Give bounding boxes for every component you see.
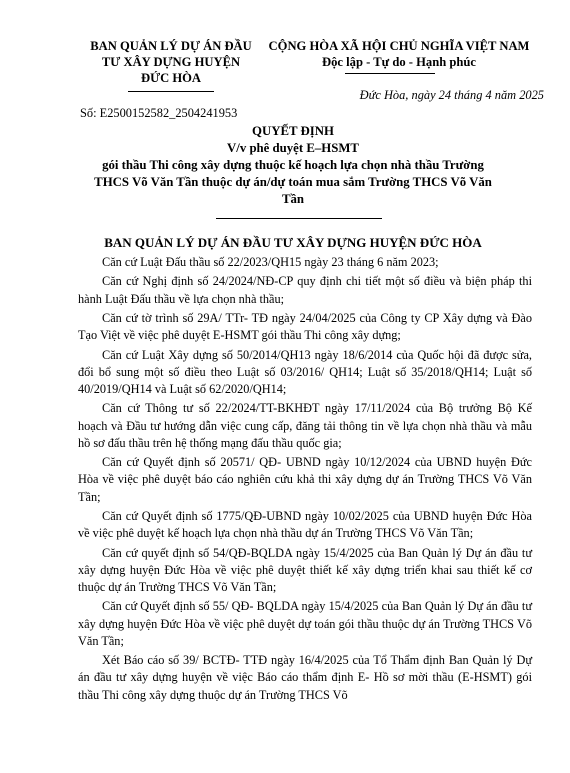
agency-line-1: BAN QUẢN LÝ DỰ ÁN ĐẦU: [90, 39, 252, 53]
org-heading: BAN QUẢN LÝ DỰ ÁN ĐẦU TƯ XÂY DỰNG HUYỆN ĐỨC HÒA: [104, 235, 482, 250]
paragraph: Căn cứ Quyết định số 55/ QĐ- BQLDA ngày 15/4/2025 của Ban Quản lý Dự án đầu tư xây dựng huyện Đức Hòa về việc phê duyệt dự toán gói thầu thuộc dự án Trường THCS Võ Văn Tần;: [78, 599, 532, 648]
paragraph: Căn cứ Nghị định số 24/2024/NĐ-CP quy định chi tiết một số điều và biện pháp thi hành Luật Đấu thầu về lựa chọn nhà thầu;: [78, 274, 532, 306]
motto: Độc lập - Tự do - Hạnh phúc: [322, 55, 476, 69]
paragraph: Căn cứ Quyết định số 1775/QĐ-UBND ngày 10/02/2025 của UBND huyện Đức Hòa về việc phê duyệt kế hoạch lựa chọn nhà thầu dự án Trường THCS Võ Văn Tần;: [78, 508, 532, 541]
decision-heading: QUYẾT ĐỊNH: [252, 124, 334, 138]
decision-subject-line-5: Tần: [281, 192, 305, 206]
paragraph: Căn cứ Quyết định số 20571/ QĐ- UBND ngày 10/12/2024 của UBND huyện Đức Hòa về việc phê duyệt báo cáo nghiên cứu khả thi xây dựng dự án Trường THCS Võ Văn Tần;: [78, 455, 532, 504]
decision-subject-line-3: gói thầu Thi công xây dựng thuộc kế hoạch lựa chọn nhà thầu Trường: [102, 158, 484, 172]
paragraph: Căn cứ tờ trình số 29A/ TTr- TĐ ngày 24/04/2025 của Công ty CP Xây dựng và Đào Tạo Việt về việc phê duyệt E-HSMT gói thầu Thi công xây dựng;: [78, 310, 532, 343]
paragraph: Căn cứ quyết định số 54/QĐ-BQLDA ngày 15/4/2025 của Ban Quản lý Dự án đầu tư xây dựng huyện Đức Hòa về việc phê duyệt thiết kế xây dựng triển khai sau thiết kế cơ thuộc dự án Trường THCS Võ Văn Tần;: [78, 545, 532, 594]
paragraph: Xét Báo cáo số 39/ BCTĐ- TTĐ ngày 16/4/2025 của Tổ Thẩm định Ban Quản lý Dự án đầu tư xây dựng huyện về việc Báo cáo thẩm định E- Hồ sơ mời thầu (E-HSMT) gói thầu Thi công xây dựng thuộc dự án Trường THCS Võ: [78, 653, 532, 702]
decision-title-block: [58, 123, 528, 208]
document-number: Số: E2500152582_2504241953: [80, 106, 238, 120]
agency-line-2: TƯ XÂY DỰNG HUYỆN: [101, 55, 241, 69]
title-underline: [216, 218, 382, 219]
agency-line-3: ĐỨC HÒA: [140, 71, 202, 85]
national-motto: [254, 38, 544, 70]
paragraph: Căn cứ Luật Đấu thầu số 22/2023/QH15 ngày 23 tháng 6 năm 2023;: [102, 255, 439, 269]
issuing-agency: [62, 38, 280, 86]
paragraph: Căn cứ Luật Xây dựng số 50/2014/QH13 ngày 18/6/2014 của Quốc hội đã được sửa, đổi bổ sung một số điều theo Luật số 03/2016/ QH14; Luật số 35/2018/QH14; Luật số 40/2019/QH14 và Luật số 62/2020/QH14;: [78, 347, 532, 396]
agency-underline: [128, 91, 214, 92]
decision-subject: V/v phê duyệt E–HSMT: [227, 141, 359, 155]
decision-body: [78, 254, 532, 706]
issue-date: Đức Hòa, ngày 24 tháng 4 năm 2025: [359, 88, 544, 102]
decision-subject-line-4: THCS Võ Văn Tần thuộc dự án/dự toán mua sắm Trường THCS Võ Văn: [94, 175, 492, 189]
paragraph: Căn cứ Thông tư số 22/2024/TT-BKHĐT ngày 17/11/2024 của Bộ trưởng Bộ Kế hoạch và Đầu tư hướng dẫn việc cung cấp, đăng tải thông tin về lựa chọn nhà thầu và mẫu hồ sơ đấu thầu trên hệ thống mạng đấu thầu quốc gia;: [78, 401, 532, 450]
motto-underline: [345, 73, 435, 74]
country-name: CỘNG HÒA XÃ HỘI CHỦ NGHĨA VIỆT NAM: [268, 39, 530, 53]
